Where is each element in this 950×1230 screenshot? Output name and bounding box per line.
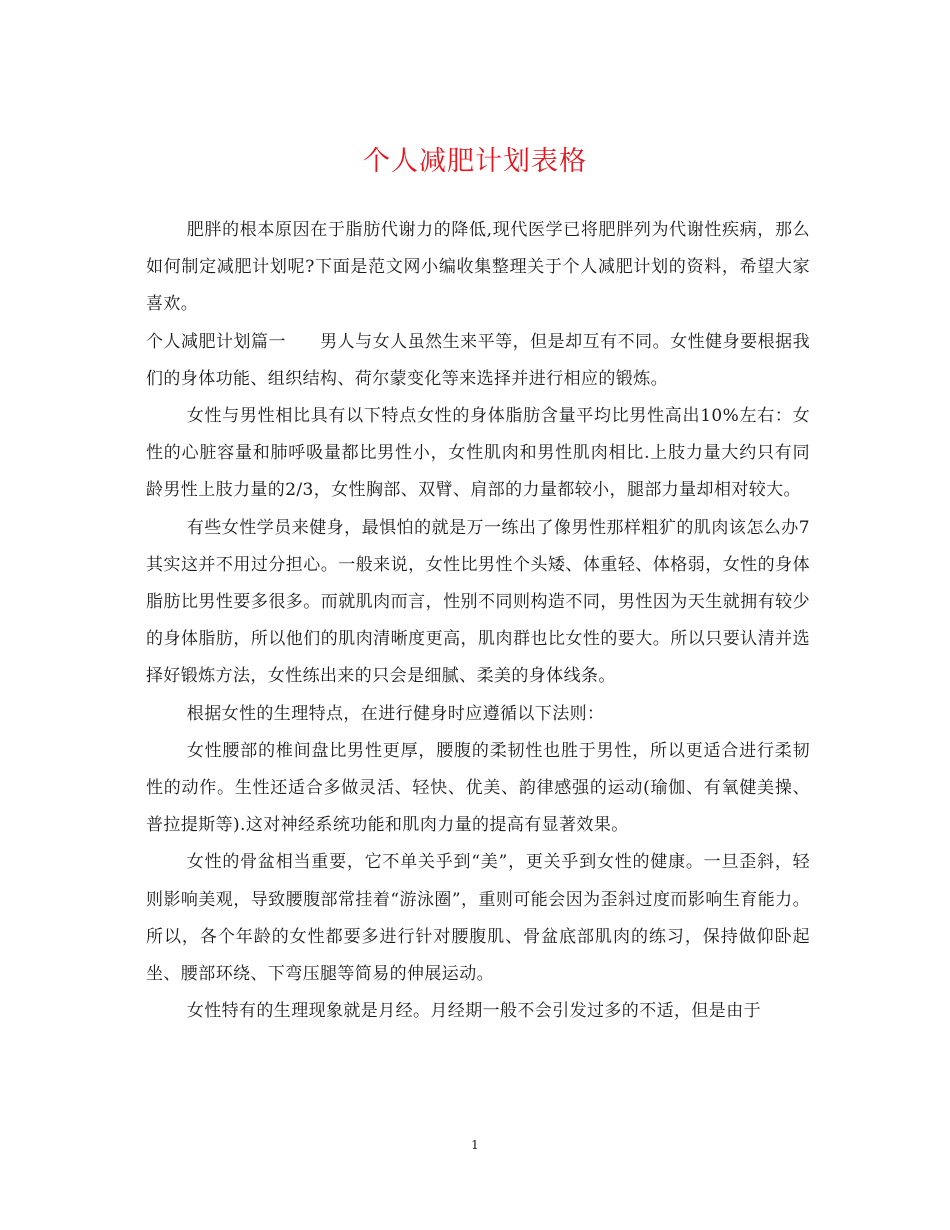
section-paragraph xyxy=(146,324,810,398)
body-paragraph-pelvis: 女性的骨盆相当重要，它不单关乎到“美”，更关乎到女性的健康。一旦歪斜，轻则影响美观，导致腰腹部常挂着“游泳圈”，重则可能会因为歪斜过度而影响生育能力。所以，各个年龄的女性都要多进行针对腰腹肌、骨盆底部肌肉的练习，保持做仰卧起坐、腰部环绕、下弯压腿等简易的伸展运动。 xyxy=(146,852,810,985)
body-paragraph-rules-intro: 根据女性的生理特点，在进行健身时应遵循以下法则： xyxy=(186,703,605,724)
section-text: 男人与女人虽然生来平等，但是却互有不同。女性健身要根据我们的身体功能、组织结构、荷尔蒙变化等来选择并进行相应的锻炼。 xyxy=(146,331,810,389)
document-title: 个人减肥计划表格 xyxy=(363,146,587,177)
body-paragraph-menstruation: 女性特有的生理现象就是月经。月经期一般不会引发过多的不适，但是由于 xyxy=(186,1001,761,1022)
body-paragraph-muscle-concern: 有些女性学员来健身，最惧怕的就是万一练出了像男性那样粗犷的肌肉该怎么办7其实这并不用过分担心。一般来说，女性比男性个头矮、体重轻、体格弱，女性的身体脂肪比男性要多很多。而就肌肉而言，性别不同则构造不同，男性因为天生就拥有较少的身体脂肪，所以他们的肌肉清晰度更高，肌肉群也比女性的要大。所以只要认清并选择好锻炼方法，女性练出来的只会是细腻、柔美的身体线条。 xyxy=(146,517,810,687)
page-number: 1 xyxy=(471,1138,479,1152)
document-body xyxy=(146,212,810,1030)
section-heading: 个人减肥计划篇一 xyxy=(146,331,286,352)
intro-paragraph: 肥胖的根本原因在于脂肪代谢力的降低,现代医学已将肥胖列为代谢性疾病，那么如何制定减肥计划呢?下面是范文网小编收集整理关于个人减肥计划的资料，希望大家喜欢。 xyxy=(146,220,810,315)
body-paragraph-female-traits: 女性与男性相比具有以下特点女性的身体脂肪含量平均比男性高出10%左右：女性的心脏容量和肺呼吸量都比男性小，女性肌肉和男性肌肉相比.上肢力量大约只有同龄男性上肢力量的2/3，女性胸部、双臂、肩部的力量都较小，腿部力量却相对较大。 xyxy=(146,406,810,501)
body-paragraph-flexibility: 女性腰部的椎间盘比男性更厚，腰腹的柔韧性也胜于男性，所以更适合进行柔韧性的动作。生性还适合多做灵活、轻快、优美、韵律感强的运动(瑜伽、有氧健美操、普拉提斯等).这对神经系统功能和肌肉力量的提高有显著效果。 xyxy=(146,740,810,836)
